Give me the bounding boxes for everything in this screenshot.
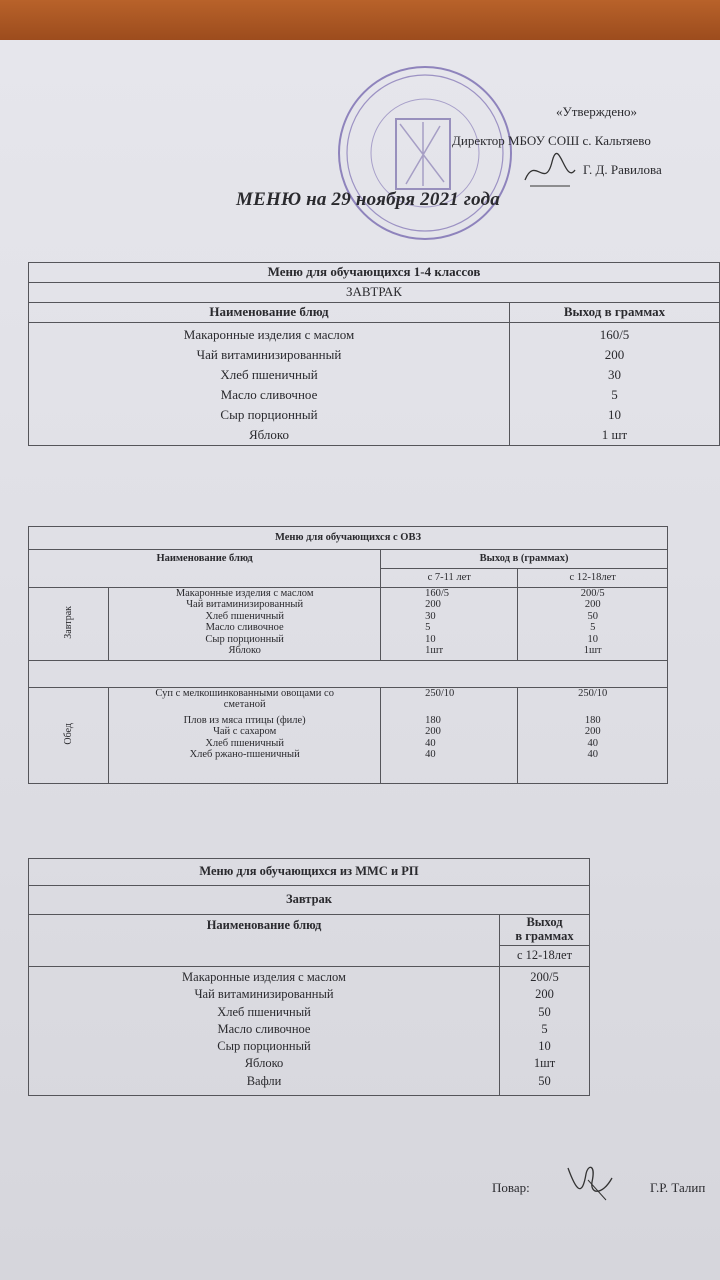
table-row [29, 688, 668, 784]
dish-output: 40 [587, 748, 598, 760]
column-header-dish: Наименование блюд [29, 550, 381, 588]
dish-output: 200/5 [580, 588, 605, 599]
school-seal-stamp [336, 64, 514, 242]
dish-output: 10 [425, 633, 436, 645]
meal-header: ЗАВТРАК [29, 283, 720, 303]
dish-output: 160/5 [425, 588, 450, 599]
dish-output: 10 [538, 1039, 551, 1054]
dish-output: 50 [538, 1004, 551, 1019]
table-spacer-row [29, 661, 668, 688]
dish-name: Масло сливочное [220, 387, 318, 402]
dish-output: 50 [587, 610, 598, 622]
dish-name: Сыр порционный [205, 633, 284, 645]
dish-name: Чай с сахаром [213, 726, 277, 738]
age-group-12-18: с 12-18лет [500, 946, 590, 967]
table-caption: Меню для обучающихся из ММС и РП [29, 859, 590, 886]
dish-name: Макаронные изделия с маслом [183, 327, 355, 342]
dish-output: 180 [425, 714, 441, 726]
dish-output: 250/10 [578, 688, 608, 699]
age-group-7-11: с 7-11 лет [381, 569, 518, 588]
dish-output: 5 [611, 387, 618, 402]
dish-output: 250/10 [425, 688, 455, 699]
dish-output: 10 [608, 407, 621, 422]
menu-table-ovz [28, 526, 668, 784]
director-signature [520, 150, 580, 192]
menu-table-grades-1-4 [28, 262, 720, 446]
dish-output [425, 699, 517, 710]
dish-output: 50 [538, 1073, 551, 1088]
column-header-output-unit: в граммах [515, 929, 574, 943]
dish-output: 5 [425, 622, 431, 634]
dish-output: 1шт [533, 1056, 556, 1071]
dish-name: Чай витаминизированный [194, 987, 334, 1002]
dish-output: 200 [425, 599, 441, 611]
dish-output: 200 [535, 987, 554, 1002]
dish-output: 1 шт [601, 427, 628, 442]
dish-name: Хлеб пшеничный [220, 367, 318, 382]
dish-name: Плов из мяса птицы (филе) [183, 714, 306, 726]
dish-output: 30 [608, 367, 621, 382]
dish-name: Суп с мелкошинкованными овощами со [155, 688, 334, 699]
dish-name: Макаронные изделия с маслом [175, 588, 314, 599]
meal-label-breakfast: Завтрак [63, 605, 75, 639]
table-caption: Меню для обучающихся 1-4 классов [29, 263, 720, 283]
dish-output: 1шт [425, 644, 444, 656]
dish-output: 30 [425, 610, 436, 622]
dish-name: сметаной [223, 699, 266, 711]
dish-output: 200/5 [530, 970, 559, 984]
desk-surface [0, 0, 720, 44]
dish-output: 40 [425, 737, 436, 749]
column-header-output: Выход [526, 915, 563, 930]
approval-line-director: Директор МБОУ СОШ с. Кальтяево [452, 133, 651, 148]
dish-name: Чай витаминизированный [186, 599, 304, 611]
dish-output: 5 [541, 1021, 548, 1036]
dish-output: 5 [590, 622, 596, 634]
cook-label: Повар: [492, 1180, 530, 1195]
dish-output: 200 [584, 599, 601, 611]
table-caption: Меню для обучающихся с ОВЗ [29, 527, 668, 550]
table-row [29, 323, 720, 446]
dish-name: Яблоко [228, 644, 261, 656]
dish-output: 160/5 [599, 327, 630, 342]
menu-table-mms-rp [28, 858, 590, 1096]
dish-name: Хлеб пшеничный [217, 1004, 311, 1019]
dish-output: 40 [425, 748, 436, 760]
table-row [29, 967, 590, 1096]
dish-output: 180 [584, 714, 601, 726]
dish-output: 200 [584, 726, 601, 738]
dish-output: 40 [587, 737, 598, 749]
dish-name: Масло сливочное [217, 1021, 311, 1036]
meal-header: Завтрак [29, 886, 590, 915]
dish-name: Вафли [246, 1073, 282, 1088]
dish-name: Хлеб ржано-пшеничный [189, 748, 300, 760]
column-header-dish: Наименование блюд [29, 915, 500, 967]
column-header-dish: Наименование блюд [29, 303, 510, 323]
cook-signature [562, 1160, 618, 1204]
dish-output: 200 [604, 347, 625, 362]
dish-output [518, 699, 667, 710]
dish-name: Чай витаминизированный [196, 347, 342, 362]
approval-line-name: Г. Д. Равилова [583, 162, 662, 177]
dish-output: 200 [425, 726, 441, 738]
page-title: МЕНЮ на 29 ноября 2021 года [236, 189, 500, 210]
age-group-12-18: с 12-18лет [518, 569, 668, 588]
dish-name: Масло сливочное [205, 622, 284, 634]
dish-output: 1шт [583, 644, 602, 656]
dish-name: Хлеб пшеничный [205, 610, 284, 622]
dish-name: Яблоко [248, 427, 290, 442]
table-row [29, 588, 668, 661]
dish-name: Сыр порционный [217, 1039, 311, 1054]
approval-line-approved: «Утверждено» [556, 104, 638, 119]
dish-name: Макаронные изделия с маслом [182, 970, 346, 984]
dish-name: Хлеб пшеничный [205, 737, 284, 749]
cook-name: Г.Р. Талип [650, 1180, 706, 1195]
column-header-output: Выход в граммах [510, 303, 720, 323]
dish-output: 10 [587, 633, 598, 645]
dish-name: Сыр порционный [220, 407, 318, 422]
column-header-output: Выход в (граммах) [381, 550, 668, 569]
meal-label-lunch: Обед [63, 722, 75, 745]
dish-name: Яблоко [244, 1056, 284, 1071]
